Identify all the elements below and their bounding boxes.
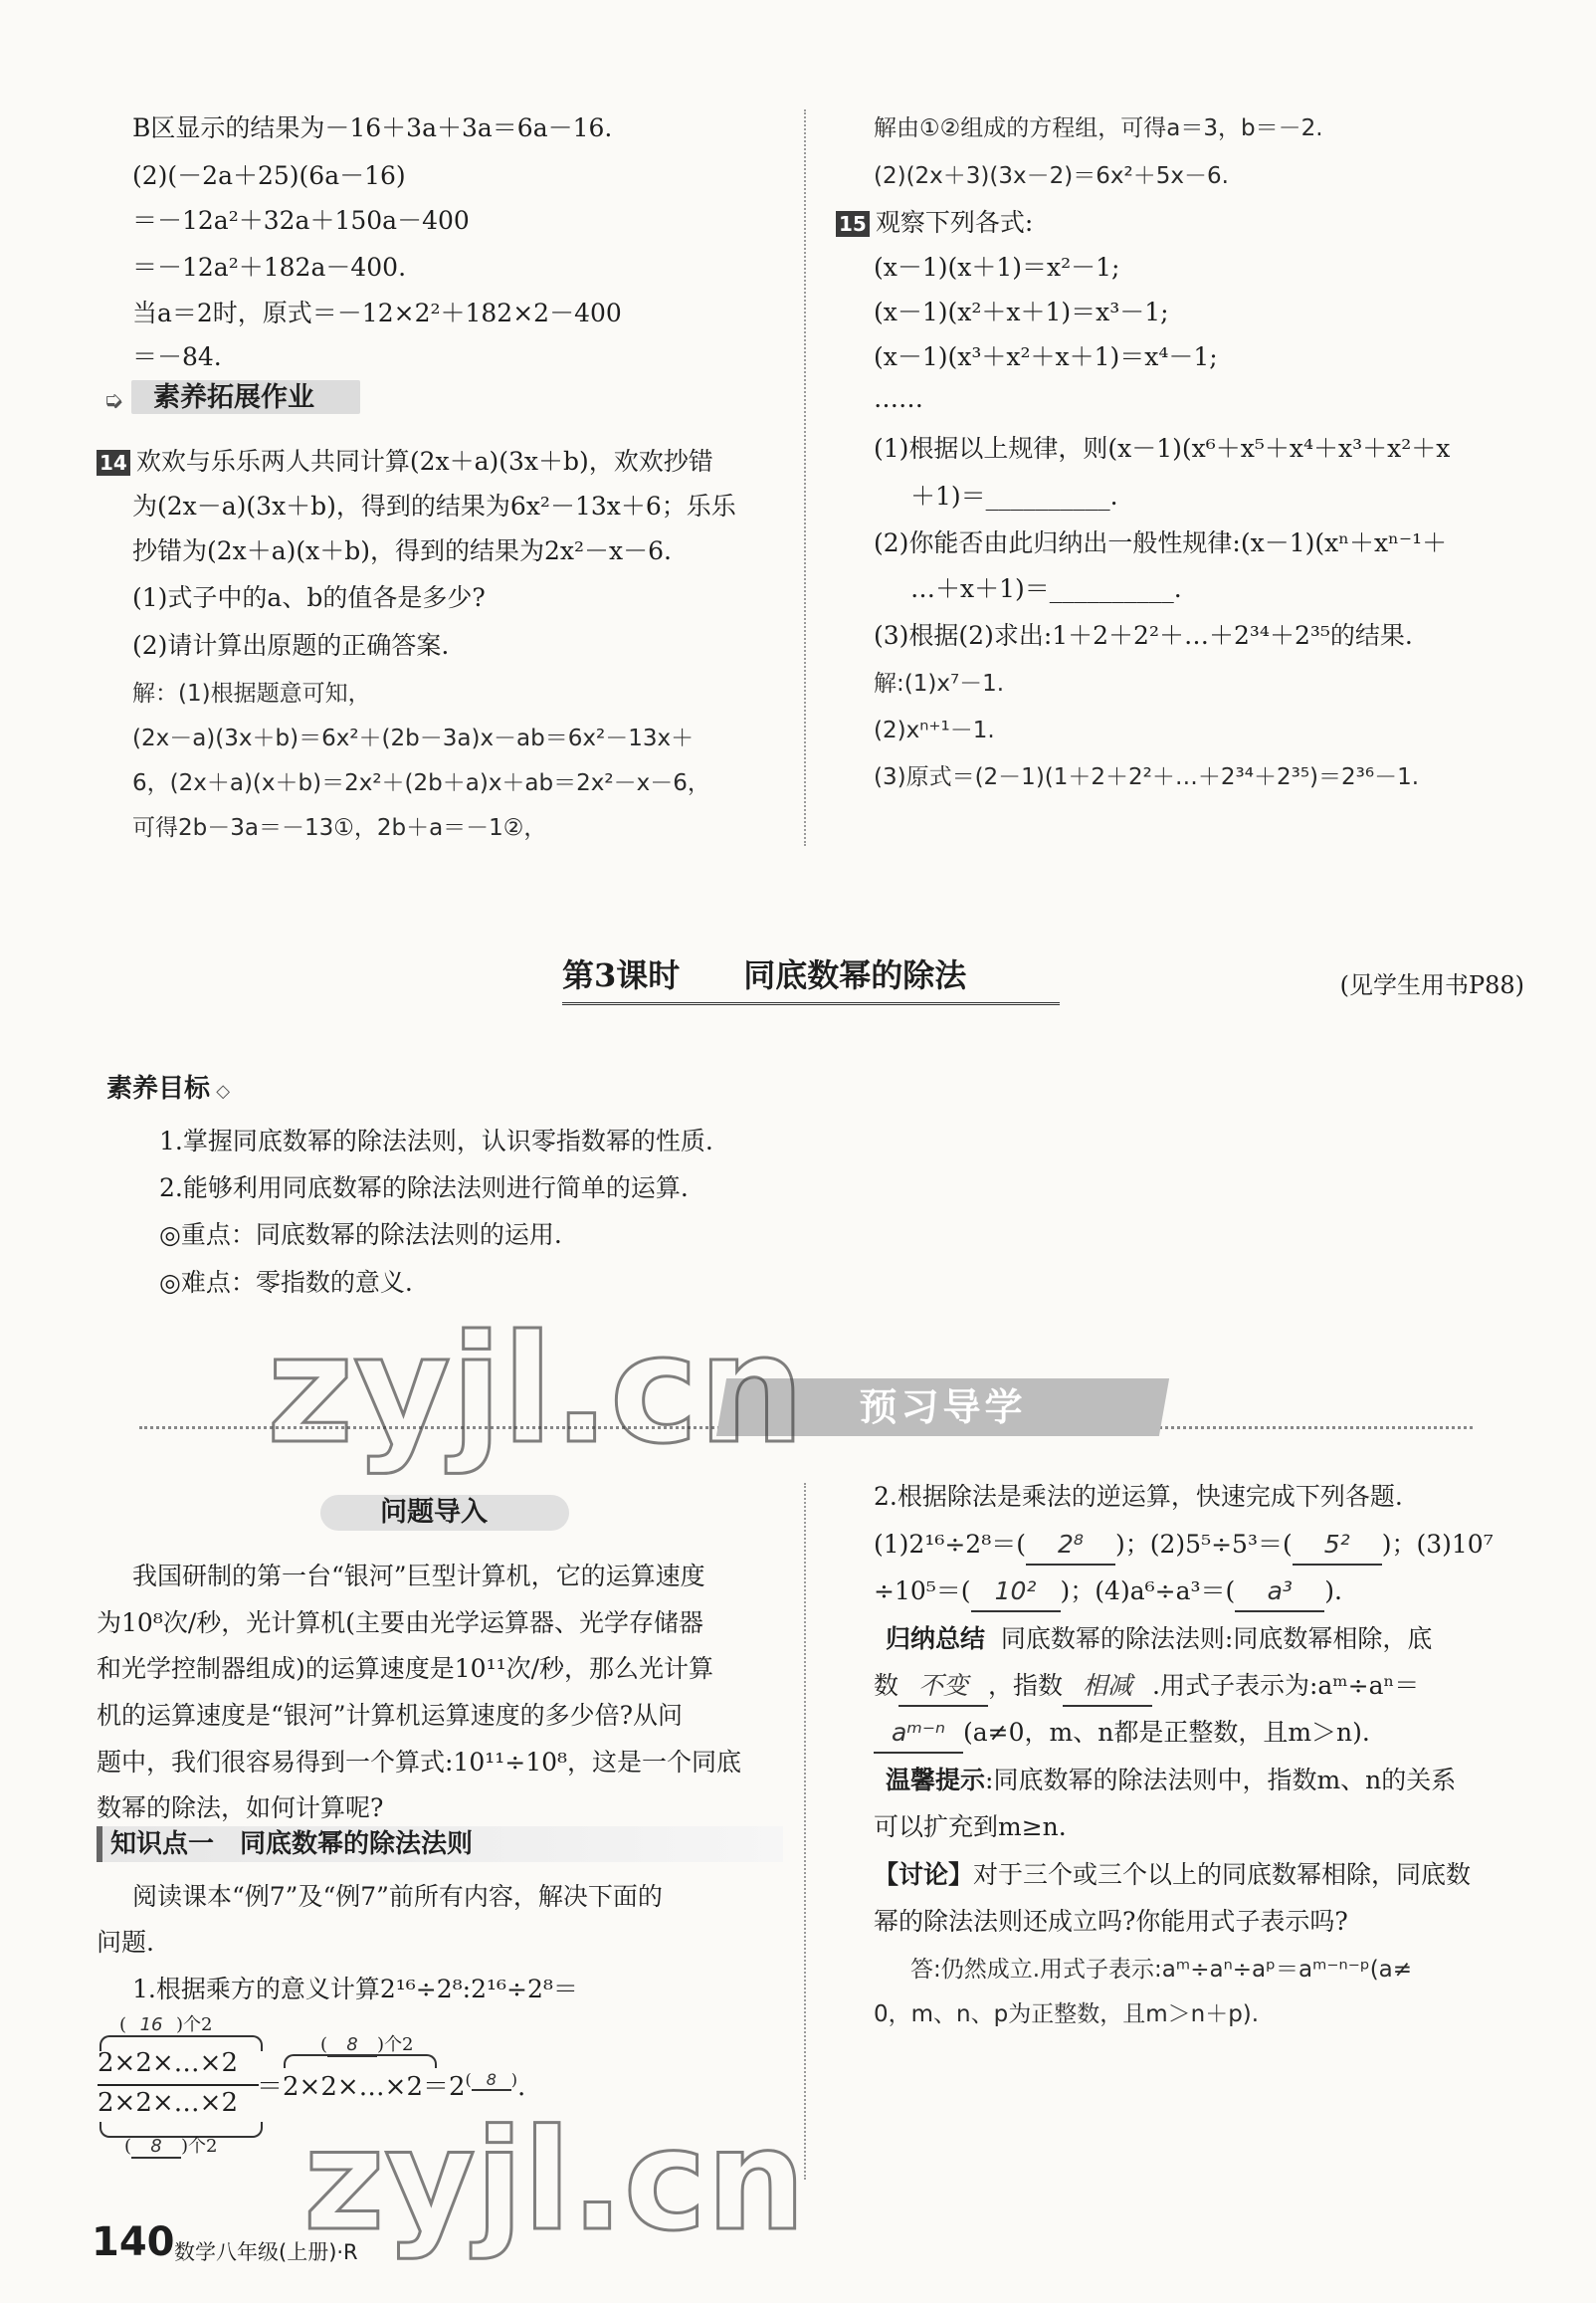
knowledge-line: 阅读课本“例7”及“例7”前所有内容，解决下面的 — [132, 1882, 663, 1911]
question-15 — [836, 204, 1033, 242]
answer-blank: 不变 — [898, 1667, 988, 1707]
question-number: 14 — [97, 450, 130, 476]
unit-label: 个2 — [384, 2034, 414, 2055]
text-part: )；(2)5⁵÷5³＝( — [1115, 1530, 1293, 1559]
result-expr-text: ＝2×2×…×2＝2 — [257, 2072, 466, 2102]
numerator-count-blank: 16 — [126, 2014, 176, 2037]
column-divider-bottom — [804, 1483, 806, 2180]
section-title: 素养拓展作业 — [153, 382, 314, 413]
summary-line-1 — [886, 1620, 1432, 1658]
answer-line: 解由①②组成的方程组，可得a＝3，b＝－2. — [874, 115, 1323, 141]
intro-line: 机的运算速度是“银河”计算机运算速度的多少倍?从问 — [97, 1701, 683, 1730]
question-text: (2)请计算出原题的正确答案. — [132, 631, 450, 660]
goal-item: 2.能够利用同底数幂的除法法则进行简单的运算. — [159, 1173, 689, 1202]
denominator-count-blank: 8 — [131, 2136, 181, 2159]
summary-line-2 — [874, 1667, 1419, 1707]
question-text: (x－1)(x＋1)＝x²－1; — [874, 253, 1120, 282]
intro-line: 我国研制的第一台“银河”巨型计算机，它的运算速度 — [132, 1562, 705, 1590]
result-count-blank: 8 — [327, 2034, 377, 2057]
question-2-line-2 — [874, 1572, 1342, 1612]
text-part: ÷10⁵＝( — [874, 1576, 971, 1605]
text-line: 当a＝2时，原式＝－12×2²＋182×2－400 — [132, 299, 622, 327]
discuss-label: 【讨论】 — [874, 1860, 974, 1889]
page-number: 140 — [92, 2219, 175, 2265]
answer-line: 6，(2x＋a)(x＋b)＝2x²＋(2b＋a)x＋ab＝2x²－x－6， — [132, 770, 710, 796]
fraction-denominator: 2×2×…×2 — [98, 2088, 238, 2118]
knowledge-title: 知识点一 同底数幂的除法法则 — [110, 1829, 474, 1859]
goal-item: 1.掌握同底数幂的除法法则，认识零指数幂的性质. — [159, 1127, 713, 1155]
intro-title: 问题导入 — [380, 1497, 488, 1528]
text-part: (1)2¹⁶÷2⁸＝( — [874, 1530, 1026, 1559]
text-line: B区显示的结果为－16＋3a＋3a＝6a－16. — [132, 113, 613, 142]
question-2: 2.根据除法是乘法的逆运算，快速完成下列各题. — [874, 1482, 1403, 1511]
intro-line: 和光学控制器组成)的运算速度是10¹¹次/秒，那么光计算 — [97, 1654, 714, 1683]
discuss-answer-2: 0，m、n、p为正整数，且m＞n＋p). — [874, 2001, 1260, 2027]
intro-heading — [320, 1491, 569, 1535]
answer-blank: a³ — [1235, 1572, 1324, 1612]
answer-blank: 10² — [971, 1572, 1061, 1612]
arrow-icon: ➭ — [103, 386, 124, 414]
question-text: (1)式子中的a、b的值各是多少? — [132, 583, 486, 612]
knowledge-point-heading — [97, 1826, 783, 1862]
question-text: 为(2x－a)(3x＋b)，得到的结果为6x²－13x＋6；乐乐 — [132, 492, 736, 521]
question-text: (x－1)(x²＋x＋1)＝x³－1; — [874, 298, 1169, 326]
question-text: (3)根据(2)求出:1＋2＋2²＋…＋2³⁴＋2³⁵的结果. — [874, 621, 1413, 650]
goal-item: ◎重点：同底数幂的除法法则的运用. — [159, 1220, 562, 1249]
watermark: zyjl.cn — [267, 1304, 805, 1477]
tip-label: 温馨提示 — [886, 1766, 986, 1794]
section-banner-extension — [92, 376, 370, 422]
goals-title — [106, 1070, 230, 1111]
question-number: 15 — [836, 211, 870, 237]
discuss-line-2: 幂的除法法则还成立吗?你能用式子表示吗? — [874, 1907, 1348, 1936]
text-line: ＝－12a²＋32a＋150a－400 — [132, 206, 470, 235]
text-line: (2)(－2a＋25)(6a－16) — [132, 161, 406, 190]
tip-line-1 — [886, 1762, 1456, 1799]
lesson-title — [562, 950, 1060, 1005]
question-2-line-1 — [874, 1526, 1494, 1566]
text-part: ). — [1324, 1576, 1342, 1605]
text-line: ＝－84. — [132, 342, 222, 371]
intro-line: 数幂的除法，如何计算呢? — [97, 1793, 384, 1822]
unit-label: 个2 — [183, 2014, 213, 2035]
unit-label: 个2 — [188, 2136, 218, 2157]
question-14 — [97, 443, 713, 481]
answer-blank: 2⁸ — [1026, 1526, 1115, 1566]
summary-text: 同底数幂的除法法则:同底数幂相除，底 — [1000, 1624, 1433, 1653]
intro-line: 为10⁸次/秒，光计算机(主要由光学运算器、光学存储器 — [97, 1608, 704, 1637]
question-text: 欢欢与乐乐两人共同计算(2x＋a)(3x＋b)，欢欢抄错 — [135, 447, 713, 476]
goals-title-text: 素养目标 — [106, 1074, 211, 1104]
discuss-line-1 — [874, 1856, 1471, 1894]
knowledge-line: 1.根据乘方的意义计算2¹⁶÷2⁸:2¹⁶÷2⁸＝ — [132, 1975, 578, 2003]
answer-line: (2)xⁿ⁺¹－1. — [874, 718, 995, 743]
intro-line: 题中，我们很容易得到一个算式:10¹¹÷10⁸，这是一个同底 — [97, 1748, 742, 1777]
summary-line-3 — [874, 1714, 1370, 1754]
answer-blank: 相减 — [1063, 1667, 1152, 1707]
question-text: …＋x＋1)＝__________. — [910, 574, 1182, 603]
answer-line: 解:(1)x⁷－1. — [874, 671, 1005, 697]
footer-text: 数学八年级(上册)·R — [174, 2240, 358, 2264]
question-text: (x－1)(x³＋x²＋x＋1)＝x⁴－1; — [874, 342, 1218, 371]
answer-line: 可得2b－3a＝－13①，2b＋a＝－1②， — [132, 815, 547, 841]
text-line: ＝－12a²＋182a－400. — [132, 253, 407, 282]
question-text: 观察下列各式: — [875, 208, 1034, 237]
text-part: )；(4)a⁶÷a³＝( — [1060, 1576, 1236, 1605]
period: . — [517, 2072, 526, 2102]
fraction-numerator: 2×2×…×2 — [98, 2048, 238, 2078]
preview-banner-text: 预习导学 — [859, 1385, 1027, 1429]
answer-line: (2)(2x＋3)(3x－2)＝6x²＋5x－6. — [874, 163, 1229, 189]
result-count-label: ( 8 )个2 — [320, 2034, 414, 2055]
result-exponent-blank: 8 — [472, 2070, 511, 2091]
reference-note: (见学生用书P88) — [1339, 971, 1524, 999]
knowledge-line: 问题. — [97, 1928, 154, 1957]
tip-text: :同底数幂的除法法则中，指数m、n的关系 — [985, 1766, 1457, 1794]
goal-item: ◎难点：零指数的意义. — [159, 1268, 413, 1297]
answer-line: (2x－a)(3x＋b)＝6x²＋(2b－3a)x－ab＝6x²－13x＋ — [132, 726, 695, 751]
summary-label: 归纳总结 — [886, 1624, 986, 1653]
result-expression: $=2\times 2\times\dots\times 2=2^{( 8 )}$. — [257, 2070, 526, 2102]
text-part: )；(3)10⁷ — [1381, 1530, 1494, 1559]
question-text: ＋1)＝__________. — [910, 482, 1118, 511]
question-text: (1)根据以上规律，则(x－1)(x⁶＋x⁵＋x⁴＋x³＋x²＋x — [874, 434, 1451, 463]
answer-blank: 5² — [1293, 1526, 1382, 1566]
answer-line: 解：(1)根据题意可知， — [132, 681, 371, 707]
question-text: (2)你能否由此归纳出一般性规律:(x－1)(xⁿ＋xⁿ⁻¹＋ — [874, 528, 1448, 557]
answer-blank: aᵐ⁻ⁿ — [874, 1714, 963, 1754]
lesson-title-text: 第3课时 同底数幂的除法 — [562, 956, 967, 994]
text-part: (a≠0，m、n都是正整数，且m＞n). — [963, 1718, 1370, 1747]
question-text: 抄错为(2x＋a)(x＋b)，得到的结果为2x²－x－6. — [132, 536, 673, 565]
column-divider-top — [804, 109, 806, 846]
denominator-count-label: ( 8 )个2 — [124, 2136, 218, 2157]
answer-line: (3)原式＝(2－1)(1＋2＋2²＋…＋2³⁴＋2³⁵)＝2³⁶－1. — [874, 764, 1420, 790]
question-text: …… — [874, 384, 923, 413]
discuss-answer-1: 答:仍然成立.用式子表示:aᵐ÷aⁿ÷aᵖ＝aᵐ⁻ⁿ⁻ᵖ(a≠ — [910, 1957, 1413, 1983]
watermark: zyjl.cn — [303, 2100, 806, 2262]
diamond-icon: ◇ — [210, 1081, 231, 1102]
text-part: ，指数 — [988, 1671, 1064, 1700]
numerator-count-label: ( 16 )个2 — [119, 2014, 213, 2035]
tip-line-2: 可以扩充到m≥n. — [874, 1812, 1067, 1841]
fraction-bar — [98, 2084, 259, 2086]
text-part: .用式子表示为:aᵐ÷aⁿ＝ — [1152, 1671, 1420, 1700]
discuss-text: 对于三个或三个以上的同底数幂相除，同底数 — [973, 1860, 1472, 1889]
text-part: 数 — [874, 1671, 899, 1700]
